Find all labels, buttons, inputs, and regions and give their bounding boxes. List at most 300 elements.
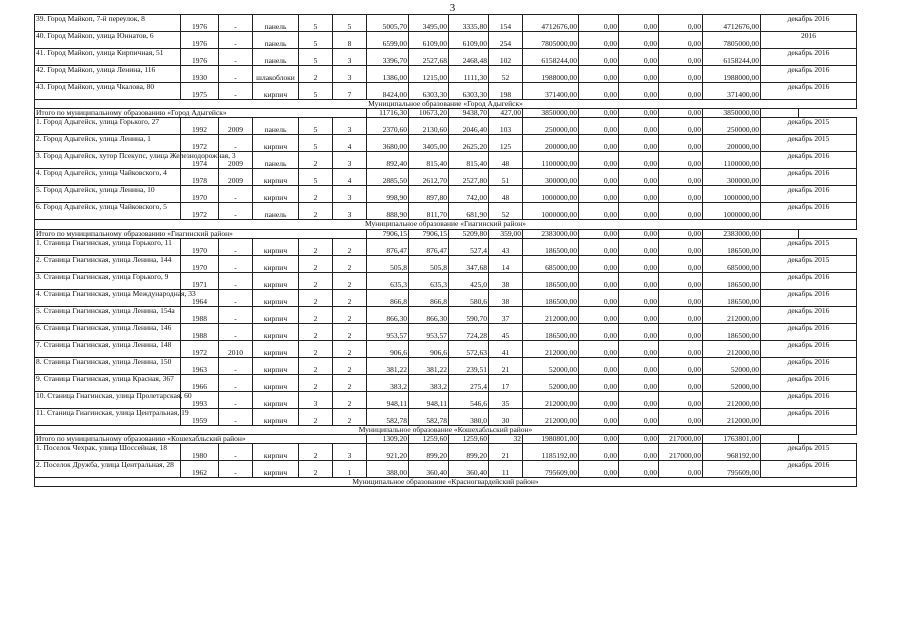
cell-year-rebuilt: - (219, 374, 253, 391)
total-cell-residents: 427,00 (489, 109, 523, 118)
cell-entrances: 1 (333, 461, 367, 478)
cell-fund-share: 0,00 (579, 83, 619, 100)
cell-area-residential: 380,0 (449, 408, 489, 425)
cell-year-built: 1972 (181, 340, 219, 357)
cell-wall-material: панель (253, 15, 299, 32)
cell-year-built: 1972 (181, 203, 219, 220)
cell-cost-total: 200000,00 (523, 135, 579, 152)
cell-owners-funds: 186500,00 (703, 238, 761, 255)
cell-area-residential: 360,40 (449, 461, 489, 478)
cell-owners-funds: 212000,00 (703, 340, 761, 357)
cell-budget-region: 0,00 (619, 15, 659, 32)
cell-budget-local: 0,00 (659, 32, 703, 49)
cell-year-built: 1988 (181, 306, 219, 323)
cell-total-area: 953,57 (367, 323, 409, 340)
cell-area-total-premises: 381,22 (409, 357, 449, 374)
cell-year-rebuilt: 2010 (219, 340, 253, 357)
cell-year-built: 1970 (181, 186, 219, 203)
cell-area-residential: 425,0 (449, 272, 489, 289)
cell-budget-local: 0,00 (659, 186, 703, 203)
cell-residents: 35 (489, 391, 523, 408)
cell-year-built: 1976 (181, 49, 219, 66)
cell-budget-region: 0,00 (619, 83, 659, 100)
cell-year-built: 1988 (181, 323, 219, 340)
cell-total-area: 8424,00 (367, 83, 409, 100)
cell-total-area: 2370,60 (367, 118, 409, 135)
cell-total-area: 6599,00 (367, 32, 409, 49)
total-cell-area-residential: 5209,80 (449, 229, 489, 238)
cell-address: 42. Город Майкоп, улица Ленина, 116 (35, 66, 181, 83)
cell-area-total-premises: 876,47 (409, 238, 449, 255)
cell-total-area: 948,11 (367, 391, 409, 408)
table-row (35, 444, 857, 461)
table-row (35, 135, 857, 152)
cell-budget-region: 0,00 (619, 374, 659, 391)
cell-cost-total: 1000000,00 (523, 203, 579, 220)
cell-address: 5. Станица Гиагинская, улица Ленина, 154а (35, 306, 181, 323)
table-row (35, 15, 857, 32)
cell-fund-share: 0,00 (579, 272, 619, 289)
municipality-name: Муниципальное образование «Красногвардейский район» (35, 478, 857, 487)
municipality-name: Муниципальное образование «Кошехабльский район» (35, 425, 857, 434)
table-row (35, 118, 857, 135)
cell-wall-material: панель (253, 49, 299, 66)
cell-owners-funds: 1000000,00 (703, 203, 761, 220)
cell-budget-local: 0,00 (659, 135, 703, 152)
cell-wall-material: кирпич (253, 374, 299, 391)
total-label: Итого по муниципальному образованию «Кошехабльский район» (35, 435, 367, 444)
cell-cost-total: 7805000,00 (523, 32, 579, 49)
cell-area-total-premises: 2130,60 (409, 118, 449, 135)
cell-year-built: 1930 (181, 66, 219, 83)
cell-budget-region: 0,00 (619, 203, 659, 220)
cell-floors: 5 (299, 83, 333, 100)
cell-address: 43. Город Майкоп, улица Чкалова, 80 (35, 83, 181, 100)
cell-owners-funds: 200000,00 (703, 135, 761, 152)
cell-residents: 198 (489, 83, 523, 100)
cell-floors: 2 (299, 340, 333, 357)
cell-total-area: 381,22 (367, 357, 409, 374)
cell-budget-local: 0,00 (659, 374, 703, 391)
cell-year-rebuilt: - (219, 32, 253, 49)
cell-budget-region: 0,00 (619, 255, 659, 272)
cell-year-rebuilt: - (219, 203, 253, 220)
cell-floors: 2 (299, 289, 333, 306)
cell-fund-share: 0,00 (579, 15, 619, 32)
total-cell-area-residential: 1259,60 (449, 435, 489, 444)
table-row (35, 461, 857, 478)
table-body (35, 15, 857, 487)
cell-budget-local: 0,00 (659, 289, 703, 306)
total-cell-budget-local: 0,00 (659, 109, 703, 118)
cell-residents: 51 (489, 169, 523, 186)
cell-residents: 154 (489, 15, 523, 32)
cell-floors: 5 (299, 32, 333, 49)
cell-residents: 30 (489, 408, 523, 425)
cell-area-total-premises: 3405,00 (409, 135, 449, 152)
cell-floors: 2 (299, 461, 333, 478)
table-row (35, 357, 857, 374)
cell-area-total-premises: 1215,00 (409, 66, 449, 83)
cell-total-area: 998,90 (367, 186, 409, 203)
cell-entrances: 2 (333, 391, 367, 408)
cell-residents: 125 (489, 135, 523, 152)
total-cell-budget-region: 0,00 (619, 109, 659, 118)
cell-wall-material: кирпич (253, 306, 299, 323)
cell-budget-local: 0,00 (659, 66, 703, 83)
cell-floors: 2 (299, 323, 333, 340)
cell-fund-share: 0,00 (579, 169, 619, 186)
cell-wall-material: кирпич (253, 272, 299, 289)
cell-fund-share: 0,00 (579, 32, 619, 49)
table-row (35, 203, 857, 220)
cell-year-built: 1978 (181, 169, 219, 186)
cell-owners-funds: 968192,00 (703, 444, 761, 461)
cell-year-built: 1964 (181, 289, 219, 306)
cell-year-rebuilt: - (219, 272, 253, 289)
cell-floors: 3 (299, 391, 333, 408)
table-row (35, 391, 857, 408)
cell-term: декабрь 2016 (761, 186, 857, 203)
cell-fund-share: 0,00 (579, 391, 619, 408)
cell-area-residential: 6109,00 (449, 32, 489, 49)
cell-budget-region: 0,00 (619, 135, 659, 152)
total-cell-residents: 359,00 (489, 229, 523, 238)
cell-floors: 2 (299, 408, 333, 425)
total-cell-cost-total: 3850000,00 (523, 109, 579, 118)
table-row (35, 374, 857, 391)
cell-floors: 5 (299, 135, 333, 152)
cell-budget-region: 0,00 (619, 66, 659, 83)
cell-wall-material: кирпич (253, 186, 299, 203)
cell-entrances: 7 (333, 83, 367, 100)
cell-entrances: 4 (333, 135, 367, 152)
cell-total-area: 866,30 (367, 306, 409, 323)
table-row (35, 238, 857, 255)
cell-budget-local: 0,00 (659, 461, 703, 478)
cell-total-area: 888,90 (367, 203, 409, 220)
cell-area-residential: 527,4 (449, 238, 489, 255)
cell-total-area: 866,8 (367, 289, 409, 306)
cell-entrances: 2 (333, 238, 367, 255)
cell-address: 10. Станица Гиагинская, улица Пролетарская, 60 (35, 391, 181, 408)
cell-year-built: 1974 (181, 152, 219, 169)
cell-term: декабрь 2016 (761, 391, 857, 408)
cell-floors: 2 (299, 152, 333, 169)
cell-entrances: 2 (333, 340, 367, 357)
cell-owners-funds: 250000,00 (703, 118, 761, 135)
cell-budget-local: 0,00 (659, 238, 703, 255)
cell-area-total-premises: 2527,68 (409, 49, 449, 66)
cell-fund-share: 0,00 (579, 186, 619, 203)
cell-area-residential: 580,6 (449, 289, 489, 306)
cell-year-rebuilt: 2009 (219, 169, 253, 186)
cell-budget-region: 0,00 (619, 32, 659, 49)
cell-area-total-premises: 635,3 (409, 272, 449, 289)
cell-area-residential: 899,20 (449, 444, 489, 461)
cell-floors: 2 (299, 306, 333, 323)
cell-address: 39. Город Майкоп, 7-й переулок, 8 (35, 15, 181, 32)
cell-area-residential: 681,90 (449, 203, 489, 220)
cell-residents: 21 (489, 444, 523, 461)
cell-address: 6. Город Адыгейск, улица Чайковского, 5 (35, 203, 181, 220)
cell-owners-funds: 7805000,00 (703, 32, 761, 49)
cell-wall-material: кирпич (253, 289, 299, 306)
cell-area-total-premises: 6303,30 (409, 83, 449, 100)
cell-owners-funds: 300000,00 (703, 169, 761, 186)
cell-budget-region: 0,00 (619, 186, 659, 203)
cell-area-total-premises: 383,2 (409, 374, 449, 391)
cell-fund-share: 0,00 (579, 49, 619, 66)
cell-budget-region: 0,00 (619, 357, 659, 374)
cell-total-area: 582,78 (367, 408, 409, 425)
total-cell-owners-funds: 3850000,00 (703, 109, 761, 118)
cell-year-built: 1976 (181, 15, 219, 32)
cell-area-total-premises: 505,8 (409, 255, 449, 272)
cell-area-residential: 572,63 (449, 340, 489, 357)
cell-term: декабрь 2016 (761, 49, 857, 66)
cell-address: 4. Город Адыгейск, улица Чайковского, 4 (35, 169, 181, 186)
cell-entrances: 3 (333, 444, 367, 461)
cell-wall-material: кирпич (253, 135, 299, 152)
cell-fund-share: 0,00 (579, 306, 619, 323)
cell-entrances: 2 (333, 306, 367, 323)
cell-fund-share: 0,00 (579, 118, 619, 135)
cell-address: 40. Город Майкоп, улица Юннатов, 6 (35, 32, 181, 49)
cell-fund-share: 0,00 (579, 152, 619, 169)
cell-address: 6. Станица Гиагинская, улица Ленина, 146 (35, 323, 181, 340)
cell-cost-total: 685000,00 (523, 255, 579, 272)
municipality-header-row (35, 220, 857, 229)
cell-budget-region: 0,00 (619, 444, 659, 461)
cell-floors: 5 (299, 49, 333, 66)
cell-owners-funds: 186500,00 (703, 289, 761, 306)
cell-budget-region: 0,00 (619, 49, 659, 66)
cell-budget-local: 0,00 (659, 255, 703, 272)
cell-cost-total: 186500,00 (523, 238, 579, 255)
cell-area-residential: 2625,20 (449, 135, 489, 152)
cell-term: декабрь 2016 (761, 289, 857, 306)
table-row (35, 408, 857, 425)
cell-cost-total: 4712676,00 (523, 15, 579, 32)
cell-area-total-premises: 948,11 (409, 391, 449, 408)
cell-budget-local: 0,00 (659, 391, 703, 408)
cell-cost-total: 212000,00 (523, 340, 579, 357)
cell-term: декабрь 2016 (761, 83, 857, 100)
cell-area-residential: 2527,80 (449, 169, 489, 186)
cell-budget-local: 0,00 (659, 272, 703, 289)
cell-year-rebuilt: 2009 (219, 152, 253, 169)
cell-year-rebuilt: - (219, 255, 253, 272)
cell-fund-share: 0,00 (579, 374, 619, 391)
cell-term: декабрь 2016 (761, 340, 857, 357)
cell-fund-share: 0,00 (579, 357, 619, 374)
cell-area-residential: 347,68 (449, 255, 489, 272)
cell-owners-funds: 212000,00 (703, 306, 761, 323)
total-cell-fund-share: 0,00 (579, 109, 619, 118)
cell-area-total-premises: 866,30 (409, 306, 449, 323)
table-row (35, 83, 857, 100)
cell-year-built: 1993 (181, 391, 219, 408)
cell-total-area: 3396,70 (367, 49, 409, 66)
table-row (35, 289, 857, 306)
cell-area-total-premises: 953,57 (409, 323, 449, 340)
cell-budget-local: 0,00 (659, 323, 703, 340)
total-cell-owners-funds: 2383000,00 (703, 229, 761, 238)
cell-budget-region: 0,00 (619, 391, 659, 408)
cell-address: 2. Поселок Дружба, улица Центральная, 28 (35, 461, 181, 478)
total-cell-term (761, 229, 799, 238)
table-row (35, 49, 857, 66)
cell-wall-material: панель (253, 152, 299, 169)
cell-budget-region: 0,00 (619, 272, 659, 289)
cell-total-area: 5005,70 (367, 15, 409, 32)
cell-floors: 2 (299, 444, 333, 461)
cell-total-area: 921,20 (367, 444, 409, 461)
total-label: Итого по муниципальному образованию «Гиагинский район» (35, 229, 367, 238)
cell-owners-funds: 6158244,00 (703, 49, 761, 66)
total-label: Итого по муниципальному образованию «Город Адыгейск» (35, 109, 367, 118)
cell-budget-region: 0,00 (619, 461, 659, 478)
cell-entrances: 2 (333, 408, 367, 425)
cell-year-built: 1976 (181, 32, 219, 49)
cell-year-rebuilt: - (219, 66, 253, 83)
cell-year-built: 1972 (181, 135, 219, 152)
cell-year-built: 1959 (181, 408, 219, 425)
cell-entrances: 2 (333, 374, 367, 391)
cell-fund-share: 0,00 (579, 238, 619, 255)
cell-year-rebuilt: - (219, 49, 253, 66)
housing-register-table (34, 14, 857, 487)
page-number: 3 (449, 2, 456, 14)
total-cell-cost-total: 1980801,00 (523, 435, 579, 444)
cell-cost-total: 6158244,00 (523, 49, 579, 66)
cell-area-residential: 3335,80 (449, 15, 489, 32)
cell-cost-total: 212000,00 (523, 408, 579, 425)
cell-entrances: 2 (333, 255, 367, 272)
cell-year-rebuilt: - (219, 306, 253, 323)
cell-year-rebuilt: - (219, 323, 253, 340)
cell-entrances: 5 (333, 15, 367, 32)
cell-owners-funds: 52000,00 (703, 374, 761, 391)
cell-residents: 17 (489, 374, 523, 391)
table-row (35, 169, 857, 186)
cell-area-residential: 6303,30 (449, 83, 489, 100)
cell-entrances: 3 (333, 118, 367, 135)
cell-floors: 2 (299, 238, 333, 255)
cell-year-rebuilt: 2009 (219, 118, 253, 135)
cell-year-rebuilt: - (219, 408, 253, 425)
cell-term: декабрь 2015 (761, 255, 857, 272)
total-cell-total-area: 7906,15 (367, 229, 409, 238)
cell-wall-material: панель (253, 203, 299, 220)
cell-budget-region: 0,00 (619, 238, 659, 255)
cell-address: 2. Станица Гиагинская, улица Ленина, 144 (35, 255, 181, 272)
table-row (35, 186, 857, 203)
cell-wall-material: шлакоблоки (253, 66, 299, 83)
cell-budget-region: 0,00 (619, 323, 659, 340)
cell-budget-local: 0,00 (659, 152, 703, 169)
cell-fund-share: 0,00 (579, 340, 619, 357)
cell-budget-local: 0,00 (659, 49, 703, 66)
total-cell-total-area: 11716,30 (367, 109, 409, 118)
cell-fund-share: 0,00 (579, 255, 619, 272)
cell-fund-share: 0,00 (579, 289, 619, 306)
table-row (35, 255, 857, 272)
cell-fund-share: 0,00 (579, 408, 619, 425)
cell-owners-funds: 1100000,00 (703, 152, 761, 169)
cell-wall-material: кирпич (253, 357, 299, 374)
cell-year-rebuilt: - (219, 238, 253, 255)
cell-term: декабрь 2015 (761, 238, 857, 255)
cell-year-rebuilt: - (219, 461, 253, 478)
cell-cost-total: 1000000,00 (523, 186, 579, 203)
cell-residents: 41 (489, 340, 523, 357)
cell-year-rebuilt: - (219, 15, 253, 32)
cell-address: 8. Станица Гиагинская, улица Ленина, 150 (35, 357, 181, 374)
cell-entrances: 2 (333, 289, 367, 306)
cell-term: декабрь 2015 (761, 444, 857, 461)
cell-area-total-premises: 866,8 (409, 289, 449, 306)
cell-year-rebuilt: - (219, 444, 253, 461)
cell-wall-material: кирпич (253, 238, 299, 255)
cell-budget-local: 0,00 (659, 83, 703, 100)
cell-fund-share: 0,00 (579, 66, 619, 83)
total-cell-budget-local: 217000,00 (659, 435, 703, 444)
table-row (35, 66, 857, 83)
cell-year-built: 1963 (181, 357, 219, 374)
cell-cost-total: 1988000,00 (523, 66, 579, 83)
table-row (35, 32, 857, 49)
cell-owners-funds: 186500,00 (703, 323, 761, 340)
cell-year-built: 1980 (181, 444, 219, 461)
cell-cost-total: 186500,00 (523, 289, 579, 306)
cell-term: декабрь 2016 (761, 203, 857, 220)
cell-area-residential: 275,4 (449, 374, 489, 391)
cell-entrances: 3 (333, 203, 367, 220)
cell-wall-material: кирпич (253, 83, 299, 100)
cell-residents: 14 (489, 255, 523, 272)
cell-area-total-premises: 360,40 (409, 461, 449, 478)
cell-fund-share: 0,00 (579, 461, 619, 478)
cell-area-total-premises: 906,6 (409, 340, 449, 357)
cell-total-area: 383,2 (367, 374, 409, 391)
cell-residents: 38 (489, 289, 523, 306)
cell-budget-local: 0,00 (659, 408, 703, 425)
cell-residents: 48 (489, 152, 523, 169)
cell-area-total-premises: 899,20 (409, 444, 449, 461)
cell-cost-total: 795609,00 (523, 461, 579, 478)
cell-wall-material: кирпич (253, 169, 299, 186)
cell-address: 9. Станица Гиагинская, улица Красная, 367 (35, 374, 181, 391)
cell-residents: 43 (489, 238, 523, 255)
cell-area-total-premises: 2612,70 (409, 169, 449, 186)
cell-year-rebuilt: - (219, 391, 253, 408)
cell-term: декабрь 2016 (761, 272, 857, 289)
total-cell-cost-total: 2383000,00 (523, 229, 579, 238)
cell-floors: 2 (299, 186, 333, 203)
total-cell-fund-share: 0,00 (579, 229, 619, 238)
cell-budget-region: 0,00 (619, 169, 659, 186)
cell-wall-material: кирпич (253, 255, 299, 272)
cell-entrances: 3 (333, 66, 367, 83)
cell-owners-funds: 4712676,00 (703, 15, 761, 32)
cell-area-residential: 2046,40 (449, 118, 489, 135)
cell-wall-material: панель (253, 118, 299, 135)
cell-term: декабрь 2016 (761, 357, 857, 374)
cell-floors: 5 (299, 118, 333, 135)
cell-owners-funds: 795609,00 (703, 461, 761, 478)
